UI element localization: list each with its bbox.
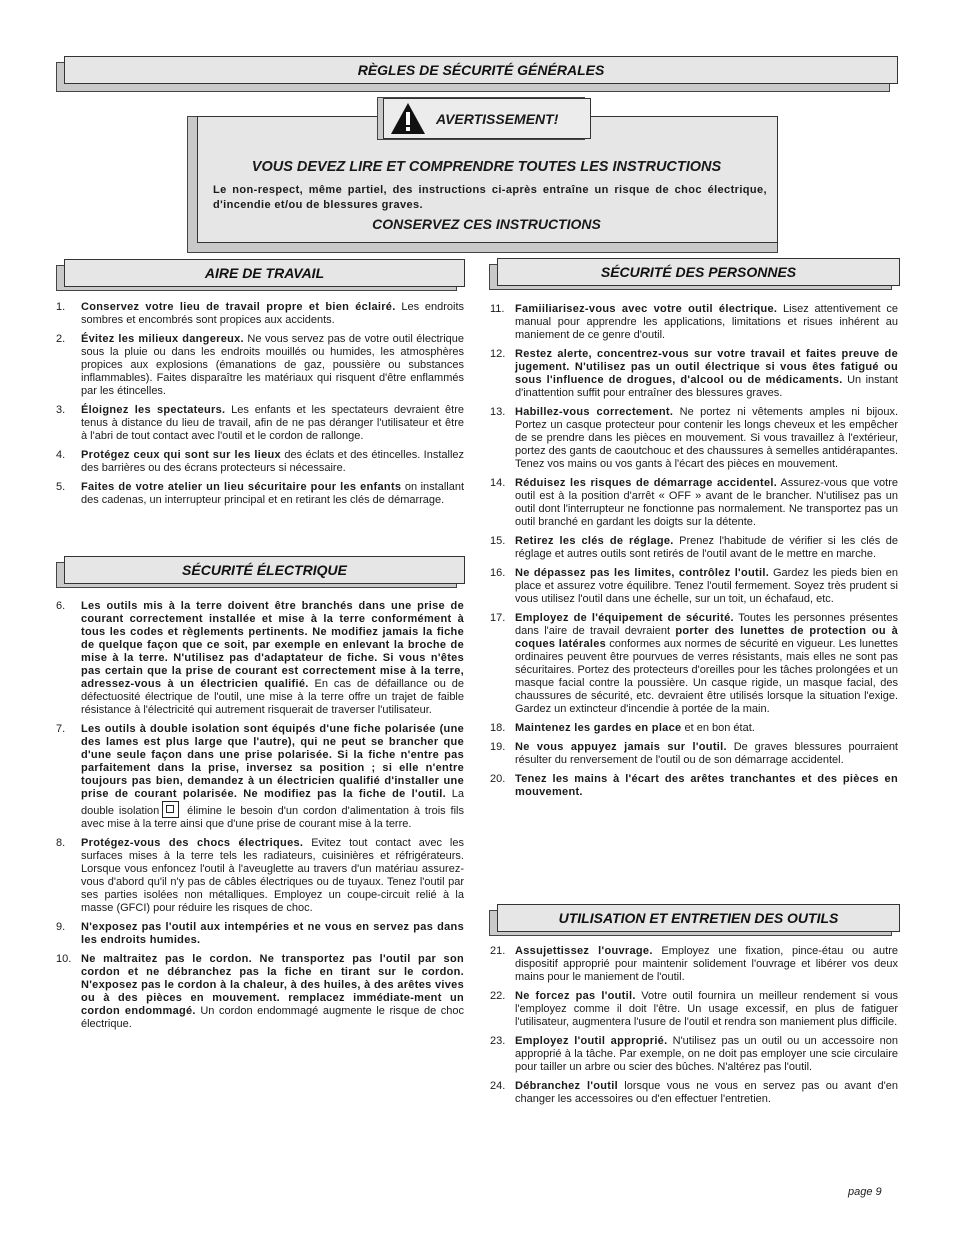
item-bold: Débranchez l'outil (515, 1080, 618, 1092)
list-item (490, 535, 898, 561)
item-number: 5. (56, 481, 66, 493)
item-text: Evitez tout contact avec les surfaces mises à la terre tels les radiateurs, cuisinières et réfrigérateurs. Lorsque vous enfoncez l'outil à l'aveuglette au travers d'un matériau assurez-vous d'abord qu'il n'y pas de câbles électriques ou de tuyaux. Tenez l'outil par ses parties isolées non métalliques. Employez un coupe-circuit relié à la masse (GFCI) pour réduire les risques de choc. (81, 837, 464, 914)
item-bold: N'exposez pas l'outil aux intempéries et ne vous en servez pas dans les endroits humides. (81, 921, 464, 946)
item-number: 2. (56, 333, 66, 345)
item-text: En cas de défaillance ou de défectuosité électrique de l'outil, une mise à la terre offre un trajet de faible résistance à l'électricité qui autrement risquerait de traverser l'utilisateur. (81, 678, 464, 716)
list-item (56, 301, 464, 327)
item-text: La double isolation (81, 788, 464, 817)
item-number: 15. (490, 535, 506, 547)
personal-safety-list (490, 303, 898, 805)
item-number: 10. (56, 953, 72, 965)
item-number: 20. (490, 773, 506, 785)
item-number: 13. (490, 406, 506, 418)
list-item (490, 406, 898, 471)
list-item (56, 921, 464, 947)
main-header-title: RÈGLES DE SÉCURITÉ GÉNÉRALES (64, 56, 898, 84)
list-item (56, 449, 464, 475)
item-text: Votre outil fournira un meilleur rendement si vous l'employez comme il doit l'être. Un usage excessif, en plus de fatiguer l'utilisateur, augmentera l'usure de l'outil et rendra son maniement plus difficile. (515, 990, 899, 1028)
section-title: UTILISATION ET ENTRETIEN DES OUTILS (497, 904, 900, 932)
item-number: 1. (56, 301, 66, 313)
section-header-personal (489, 258, 900, 290)
warning-keep-instructions: CONSERVEZ CES INSTRUCTIONS (372, 216, 601, 232)
list-item (490, 612, 898, 716)
list-item (56, 333, 464, 398)
item-number: 19. (490, 741, 506, 753)
item-number: 18. (490, 722, 506, 734)
item-bold: Protégez-vous des chocs électriques. (81, 837, 304, 849)
item-text: Les enfants et les spectateurs devraient être tenus à distance du lieu de travail, afin de ne pas déranger l'utilisateur et être à l'abri de tout contact avec l'outil et le cordon de rallonge. (81, 404, 464, 442)
section-header-tool-use (489, 904, 900, 936)
item-text: Un instant d'inattention suffit pour entraîner des blessures graves. (515, 374, 898, 399)
item-number: 14. (490, 477, 506, 489)
list-item (56, 837, 464, 915)
item-number: 11. (490, 303, 505, 315)
item-text: des éclats et des étincelles. Installez des barrières ou des écrans protecteurs si nécessaire. (81, 449, 465, 474)
item-text: Prenez l'habitude de vérifier si les clés de réglage et autres outils sont retirés de l'outil avant de le mettre en marche. (515, 535, 898, 560)
list-item (56, 404, 464, 443)
section-header-work-area (56, 259, 465, 291)
item-bold: Assujettissez l'ouvrage. (515, 945, 653, 957)
item-text: Un cordon endommagé augmente le risque de choc électrique. (81, 1005, 464, 1030)
list-item (490, 722, 898, 735)
item-number: 23. (490, 1035, 506, 1047)
electrical-list (56, 600, 464, 1037)
list-item (490, 741, 898, 767)
item-number: 12. (490, 348, 506, 360)
item-bold: Protégez ceux qui sont sur les lieux (81, 449, 281, 461)
item-bold: Retirez les clés de réglage. (515, 535, 674, 547)
item-text: N'utilisez pas un outil ou un accessoire non approprié à la tâche. Par exemple, on ne doit pas employer une scie circulaire pour tailler un arbre ou scier des bûches. N'altérez pas l'outil. (515, 1035, 898, 1073)
item-bold: Réduisez les risques de démarrage accidentel. (515, 477, 778, 489)
item-bold: Habillez-vous correctement. (515, 406, 674, 418)
section-title: SÉCURITÉ ÉLECTRIQUE (64, 556, 465, 584)
item-text-continued: conformes aux normes de sécurité en vigueur. Les lunettes ordinaires peuvent être pourvues de verres résistants, mais elles ne sont pas sécuritaires. Portez des protecteurs d'oreilles pour les tâches prolongées et un masque facial contre la poussière. Un casque rigide, un masque facial, des chaussures de sécurité, etc. devraient être utilisés lorsque la situation l'exige. Gardez un extincteur d'incendie à portée de la main. (515, 638, 898, 715)
list-item (56, 481, 464, 507)
warning-tab (383, 98, 591, 139)
item-bold: Évitez les milieux dangereux. (81, 333, 244, 345)
item-text: Employez une fixation, pince-étau ou autre dispositif approprié pour maintenir solidement l'ouvrage et libérer vos deux mains pour le maniement de l'outil. (515, 945, 898, 983)
list-item (56, 723, 464, 831)
item-bold-continued: porter des lunettes de protection ou à coques latérales (515, 625, 898, 650)
page-number: page 9 (848, 1186, 882, 1198)
item-bold: Restez alerte, concentrez-vous sur votre travail et faites preuve de jugement. N'utilisez pas un outil électrique si vous êtes fatigué ou sous l'influence de drogues, d'alcool ou de médicaments. (515, 348, 898, 386)
warning-triangle-icon (390, 102, 426, 135)
item-bold: Éloignez les spectateurs. (81, 404, 226, 416)
item-bold: Ne vous appuyez jamais sur l'outil. (515, 741, 727, 753)
item-text: et en bon état. (681, 722, 755, 734)
list-item (490, 348, 898, 400)
list-item (490, 773, 898, 799)
section-header-electrical (56, 556, 465, 588)
warning-tab-label: AVERTISSEMENT! (436, 111, 559, 127)
item-bold: Employez de l'équipement de sécurité. (515, 612, 734, 624)
list-item (490, 1035, 898, 1074)
section-title: SÉCURITÉ DES PERSONNES (497, 258, 900, 286)
item-number: 16. (490, 567, 506, 579)
item-number: 6. (56, 600, 66, 612)
item-number: 4. (56, 449, 66, 461)
item-number: 21. (490, 945, 506, 957)
item-text: Ne portez ni vêtements amples ni bijoux. Portez un casque protecteur pour contenir les longs cheveux et les empêcher de se prendre dans les pièces en mouvement. Si vous travaillez à l'extérieur, portez des gants de caoutchouc et des chaussures à semelles antidérapantes. Tenez vos mains ou vos gants à l'écart des pièces en mouvement. (515, 406, 899, 470)
item-bold: Les outils à double isolation sont équipés d'une fiche polarisée (une des lames est plus large que l'autre), qui ne peut se brancher que d'une seule façon dans une prise polarisée. Si la fiche n'entre pas parfaitement dans la prise, inversez sa position ; si elle n'entre toujours pas bien, demandez à un électricien qualifié d'installer une prise de courant polarisée. Ne modifiez pas la fiche de l'outil. (81, 723, 464, 800)
item-bold: Ne dépassez pas les limites, contrôlez l'outil. (515, 567, 770, 579)
item-bold: Ne forcez pas l'outil. (515, 990, 636, 1002)
list-item (490, 990, 898, 1029)
warning-body: Le non-respect, même partiel, des instructions ci-après entraîne un risque de choc électrique, d'incendie et/ou de blessures graves. (213, 184, 767, 211)
item-text: on installant des cadenas, un interrupteur principal et en retirant les clés de démarrage. (81, 481, 464, 506)
item-bold: Conservez votre lieu de travail propre et bien éclairé. (81, 301, 396, 313)
item-bold: Employez l'outil approprié. (515, 1035, 668, 1047)
item-number: 17. (490, 612, 506, 624)
list-item (56, 600, 464, 717)
item-number: 3. (56, 404, 66, 416)
item-text: Les endroits sombres et encombrés sont propices aux accidents. (81, 301, 464, 326)
list-item (490, 477, 898, 529)
item-text: Assurez-vous que votre outil est à la position d'arrêt « OFF » avant de le brancher. N'utilisez pas un outil dont l'interrupteur ne fonctionne pas normalement. Ne transportez pas un outil branché en gardant les doigts sur la détente. (515, 477, 898, 528)
item-number: 7. (56, 723, 66, 735)
item-text: lorsque vous ne vous en servez pas ou avant d'en changer les accessoires ou d'en effectuer l'entretien. (515, 1080, 898, 1105)
item-number: 9. (56, 921, 66, 933)
item-number: 22. (490, 990, 506, 1002)
item-number: 24. (490, 1080, 506, 1092)
section-title: AIRE DE TRAVAIL (64, 259, 465, 287)
item-bold: Ne maltraitez pas le cordon. Ne transportez pas l'outil par son cordon et ne débranchez pas la fiche en tirant sur le cordon. N'exposez pas le cordon à la chaleur, à des huiles, à des arêtes vives ou à des pièces en mouvement. remplacez immédiate-ment un cordon endommagé. (81, 953, 464, 1017)
item-bold: Les outils mis à la terre doivent être branchés dans une prise de courant correctement installée et mise à la terre conformément à tous les codes et règlements pertinents. Ne modifiez jamais la fiche de quelque façon que ce soit, par exemple en enlevant la broche de mise à la terre. N'utilisez pas d'adaptateur de fiche. Si vous n'êtes pas certain que la prise de courant est correctement mise à la terre, adressez-vous à un électricien qualifié. (81, 600, 464, 690)
item-bold: Maintenez les gardes en place (515, 722, 682, 734)
list-item (490, 303, 898, 342)
main-header (56, 56, 898, 92)
item-text: Toutes les personnes présentes dans l'aire de travail devraient (515, 612, 898, 637)
warning-heading: VOUS DEVEZ LIRE ET COMPRENDRE TOUTES LES INSTRUCTIONS (251, 159, 722, 175)
list-item (56, 953, 464, 1031)
tool-use-list (490, 945, 898, 1112)
double-insulation-icon (162, 801, 179, 818)
item-text: De graves blessures pourraient résulter du renversement de l'outil ou de son démarrage accidentel. (515, 741, 898, 766)
list-item (490, 945, 898, 984)
item-bold: Tenez les mains à l'écart des arêtes tranchantes et des pièces en mouvement. (515, 773, 898, 798)
item-bold: Famiiliarisez-vous avec votre outil électrique. (515, 303, 778, 315)
list-item (490, 1080, 898, 1106)
item-text-continued: élimine le besoin d'un cordon d'alimentation à trois fils avec mise à la terre ainsi que d'une prise de courant mise à la terre. (81, 805, 464, 830)
item-text: Ne vous servez pas de votre outil électrique sous la pluie ou dans les endroits mouillés ou humides, les atmosphères propices aux explosions (émanations de gaz, poussière ou substances inflammables). Faites disparaître les matériaux qui risquent d'être enflammés par les étincelles. (81, 333, 464, 397)
work-area-list (56, 301, 464, 513)
item-text: Lisez attentivement ce manual pour apprendre les applications, limitations et risues inhérent au maniement de ce genre d'outil. (515, 303, 898, 341)
item-number: 8. (56, 837, 66, 849)
item-text: Gardez les pieds bien en place et assurez votre équilibre. Tenez l'outil fermement. Soyez très prudent si vous utilisez l'outil dans une échelle, sur un toit, un échafaud, etc. (515, 567, 898, 605)
item-bold: Faites de votre atelier un lieu sécuritaire pour les enfants (81, 481, 402, 493)
list-item (490, 567, 898, 606)
